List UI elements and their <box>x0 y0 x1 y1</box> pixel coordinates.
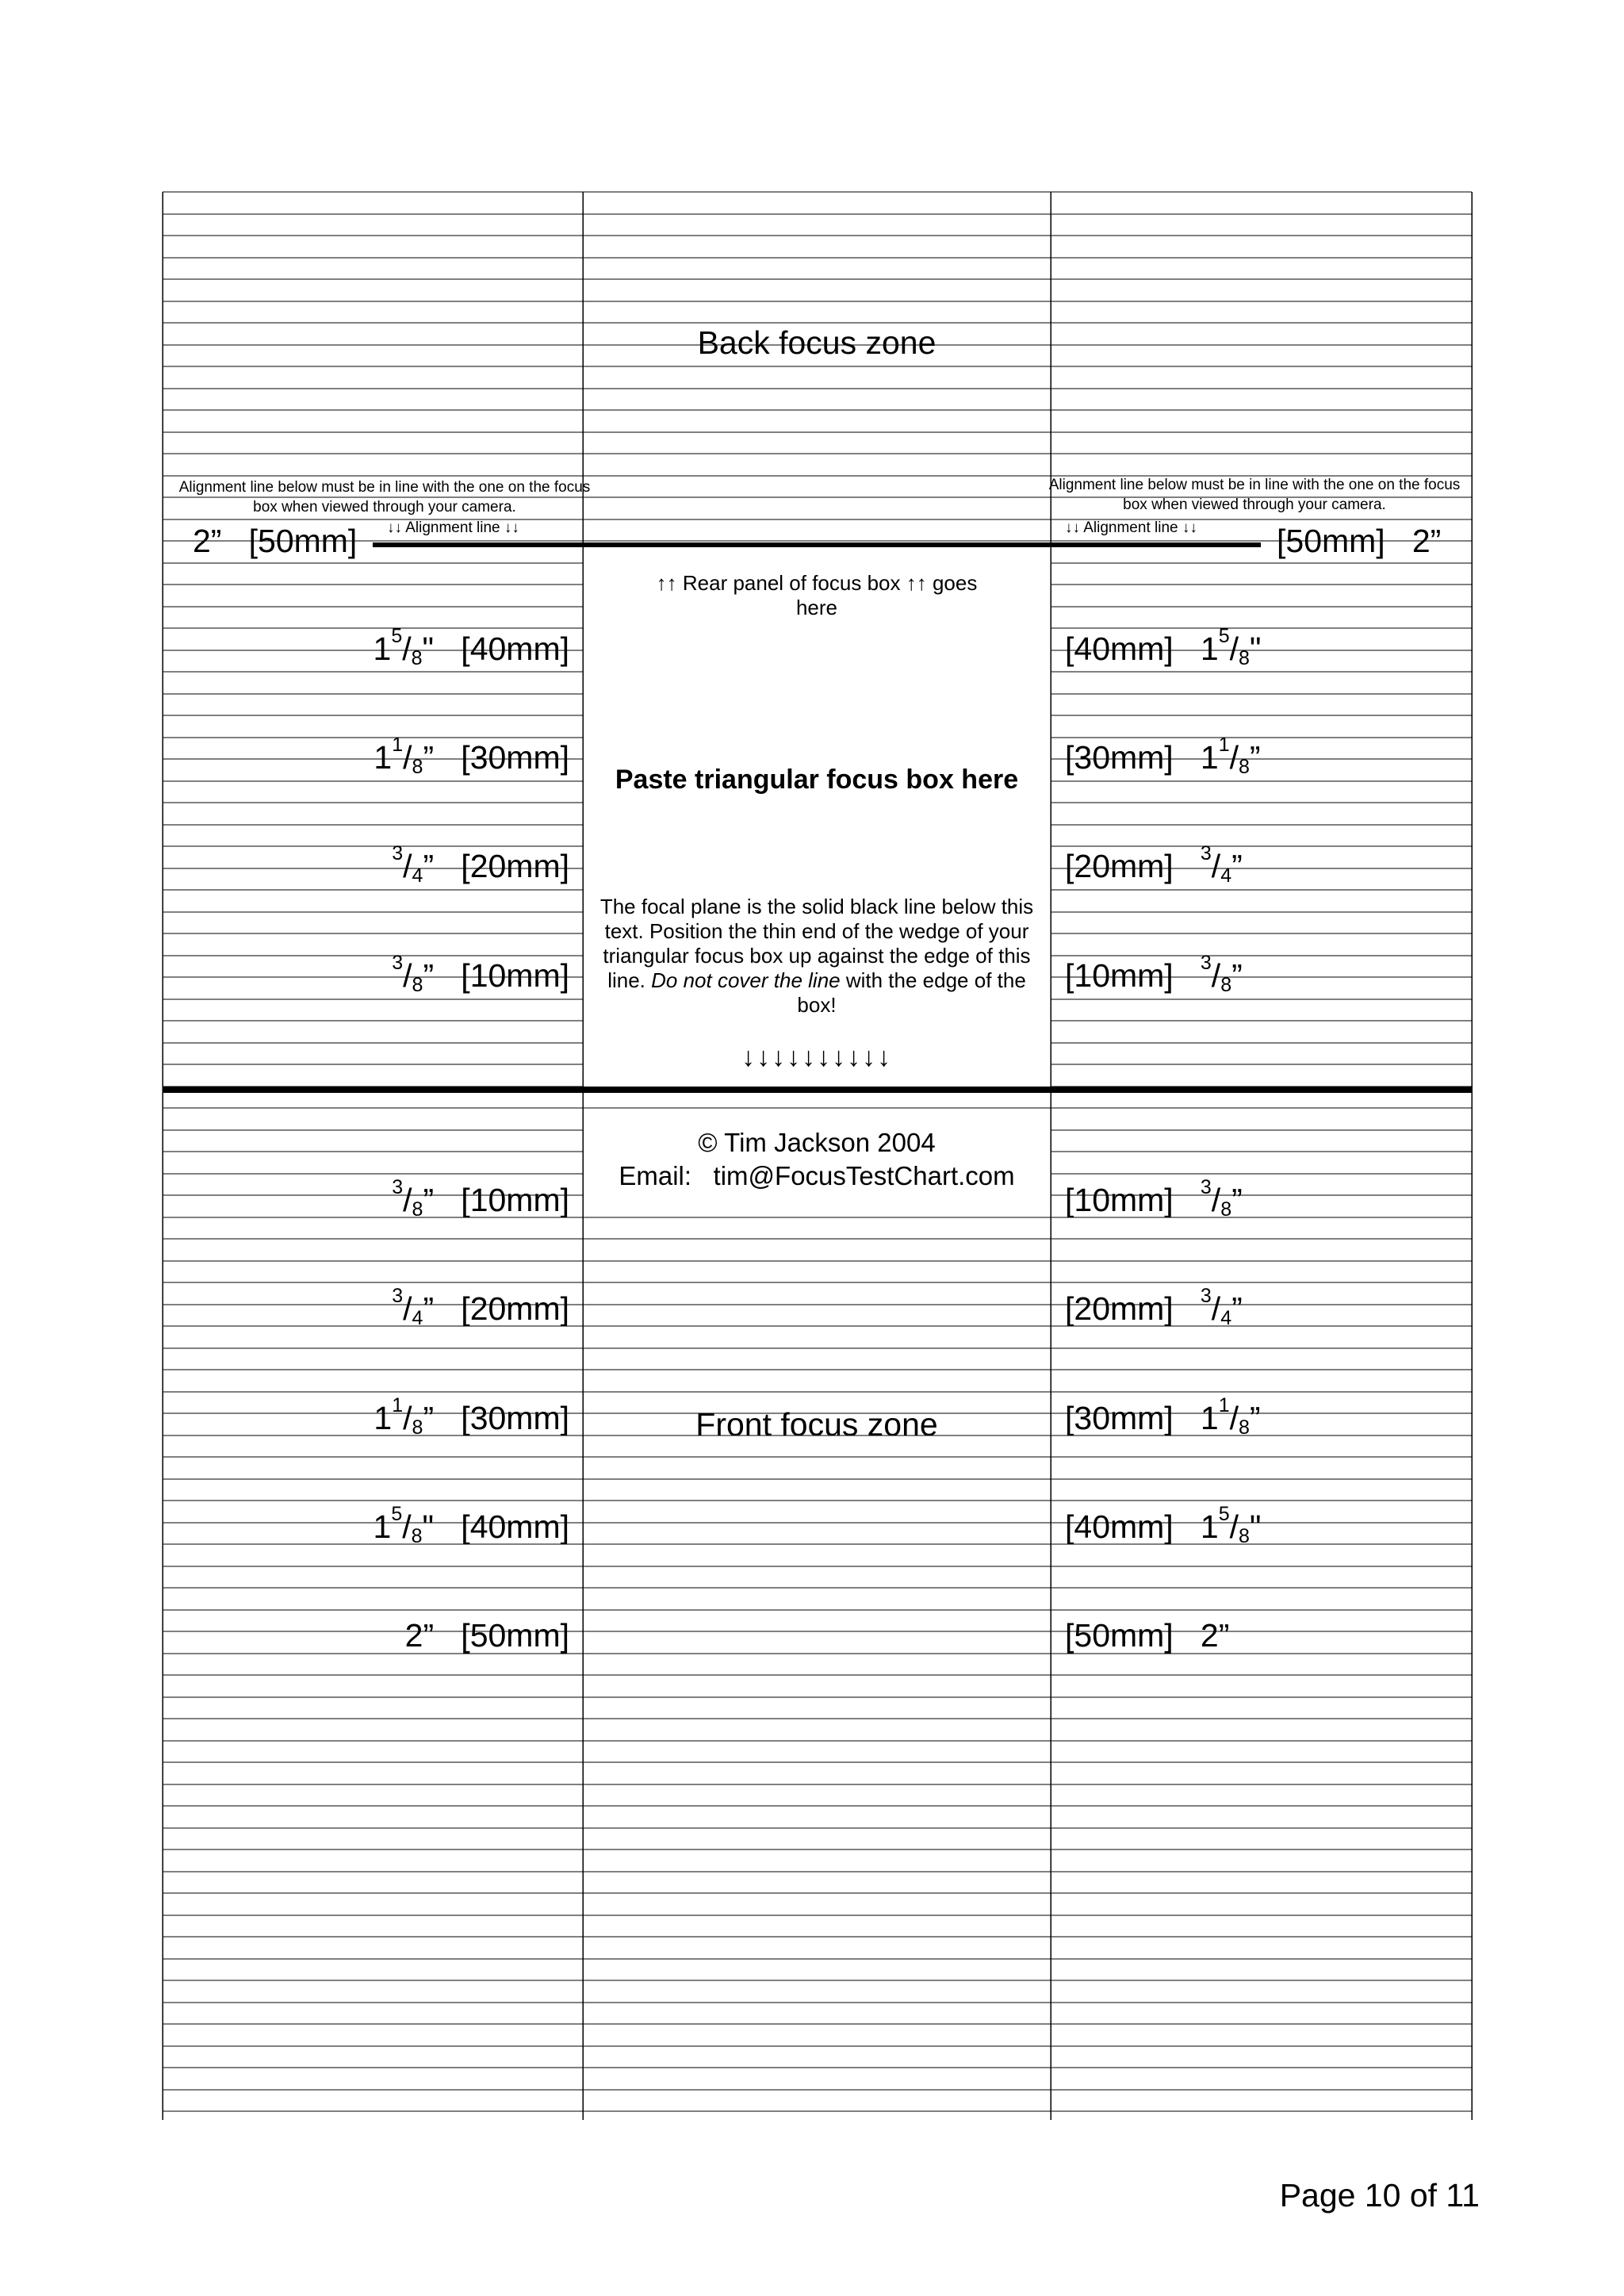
inch-value: $^3/_8$” <box>1200 952 1243 996</box>
email-label: Email: <box>619 1161 692 1190</box>
back-mark-right-1 <box>1065 734 1261 778</box>
inch-value: $1^5/_8$" <box>1200 625 1262 669</box>
inch-value: $1^1/_8$” <box>1200 734 1261 778</box>
back-mark-left-1 <box>373 734 569 778</box>
front-mark-left-2 <box>373 1394 569 1439</box>
inch-value: $1^1/_8$” <box>373 1394 435 1439</box>
paste-box-label: Paste triangular focus box here <box>615 765 1019 795</box>
email-line <box>583 1163 1051 1189</box>
mm-value: [30mm] <box>461 739 569 776</box>
mm-value: [30mm] <box>461 1400 569 1436</box>
alignment-label-right: [50mm] 2” <box>1277 523 1442 559</box>
focal-plane-text-end: with the edge of the box! <box>797 968 1026 1017</box>
focal-plane-emphasis: Do not cover the line <box>651 968 841 992</box>
back-mark-left-3 <box>392 952 569 996</box>
back-mark-right-3 <box>1065 952 1243 996</box>
down-arrows-row: ↓↓↓↓↓↓↓↓↓↓ <box>741 1042 892 1072</box>
inch-value: $^3/_8$” <box>392 952 435 996</box>
mm-value: [20mm] <box>1065 1290 1174 1327</box>
mm-value: [50mm] <box>1065 1617 1174 1654</box>
alignment-line-tag-right: ↓↓ Alignment line ↓↓ <box>1065 519 1197 536</box>
rear-panel-note: ↑↑ Rear panel of focus box ↑↑ goes here <box>656 571 978 619</box>
mm-value: [30mm] <box>1065 739 1174 776</box>
mm-value: [10mm] <box>1065 1182 1174 1218</box>
inch-value: 2” <box>1200 1617 1230 1654</box>
inch-value: $^3/_4$” <box>392 1285 435 1329</box>
focal-plane-text: The focal plane is the solid black line below this text. Position the thin end of the wedge of your triangular focus box up against the edge of this line. <box>599 895 1034 992</box>
mm-value: [30mm] <box>1065 1400 1174 1436</box>
inch-value: $^3/_4$” <box>1200 842 1243 887</box>
inch-value: $1^1/_8$” <box>373 734 435 778</box>
back-mark-left-2 <box>392 842 569 887</box>
inch-value: $^3/_8$” <box>1200 1176 1243 1221</box>
mm-value: [40mm] <box>461 1508 569 1545</box>
mm-value: [20mm] <box>461 1290 569 1327</box>
mm-value: [20mm] <box>461 848 569 884</box>
mm-value: [40mm] <box>1065 1508 1174 1545</box>
mm-value: [20mm] <box>1065 848 1174 884</box>
inch-value: $^3/_4$” <box>1200 1285 1243 1329</box>
mm-value: [50mm] <box>461 1617 569 1654</box>
focal-plane-instructions <box>599 895 1035 1018</box>
mm-value: [40mm] <box>1065 631 1174 667</box>
front-focus-zone-label: Front focus zone <box>695 1406 938 1443</box>
mm-value: [10mm] <box>461 957 569 994</box>
alignment-line-tag-left: ↓↓ Alignment line ↓↓ <box>387 519 519 536</box>
alignment-label-left: 2” [50mm] <box>193 523 358 559</box>
mm-value: [10mm] <box>461 1182 569 1218</box>
front-mark-left-0 <box>392 1176 569 1221</box>
back-mark-right-0 <box>1065 625 1262 669</box>
front-mark-left-3 <box>373 1503 569 1547</box>
inch-value: $^3/_4$” <box>392 842 435 887</box>
back-focus-zone-label: Back focus zone <box>697 324 936 361</box>
front-mark-left-1 <box>392 1285 569 1329</box>
alignment-note-left: Alignment line below must be in line with the one on the focus box when viewed through your camera. <box>178 479 591 516</box>
front-mark-right-1 <box>1065 1285 1243 1329</box>
copyright-text: © Tim Jackson 2004 <box>698 1128 936 1157</box>
inch-value: $1^5/_8$" <box>373 625 435 669</box>
mm-value: [10mm] <box>1065 957 1174 994</box>
back-mark-left-0 <box>373 625 569 669</box>
inch-value: $^3/_8$” <box>392 1176 435 1221</box>
front-mark-left-4 <box>405 1619 569 1652</box>
back-mark-right-2 <box>1065 842 1243 887</box>
front-mark-right-2 <box>1065 1394 1261 1439</box>
mm-value: [40mm] <box>461 631 569 667</box>
inch-value: $1^1/_8$” <box>1200 1394 1261 1439</box>
page-number: Page 10 of 11 <box>1279 2177 1480 2214</box>
inch-value: $1^5/_8$" <box>373 1503 435 1547</box>
email-link[interactable]: tim@FocusTestChart.com <box>713 1161 1015 1190</box>
alignment-note-right: Alignment line below must be in line with the one on the focus box when viewed through your camera. <box>1048 477 1461 513</box>
inch-value: 2” <box>404 1617 435 1654</box>
front-mark-right-4 <box>1065 1619 1229 1652</box>
front-mark-right-3 <box>1065 1503 1262 1547</box>
inch-value: $1^5/_8$" <box>1200 1503 1262 1547</box>
front-mark-right-0 <box>1065 1176 1243 1221</box>
